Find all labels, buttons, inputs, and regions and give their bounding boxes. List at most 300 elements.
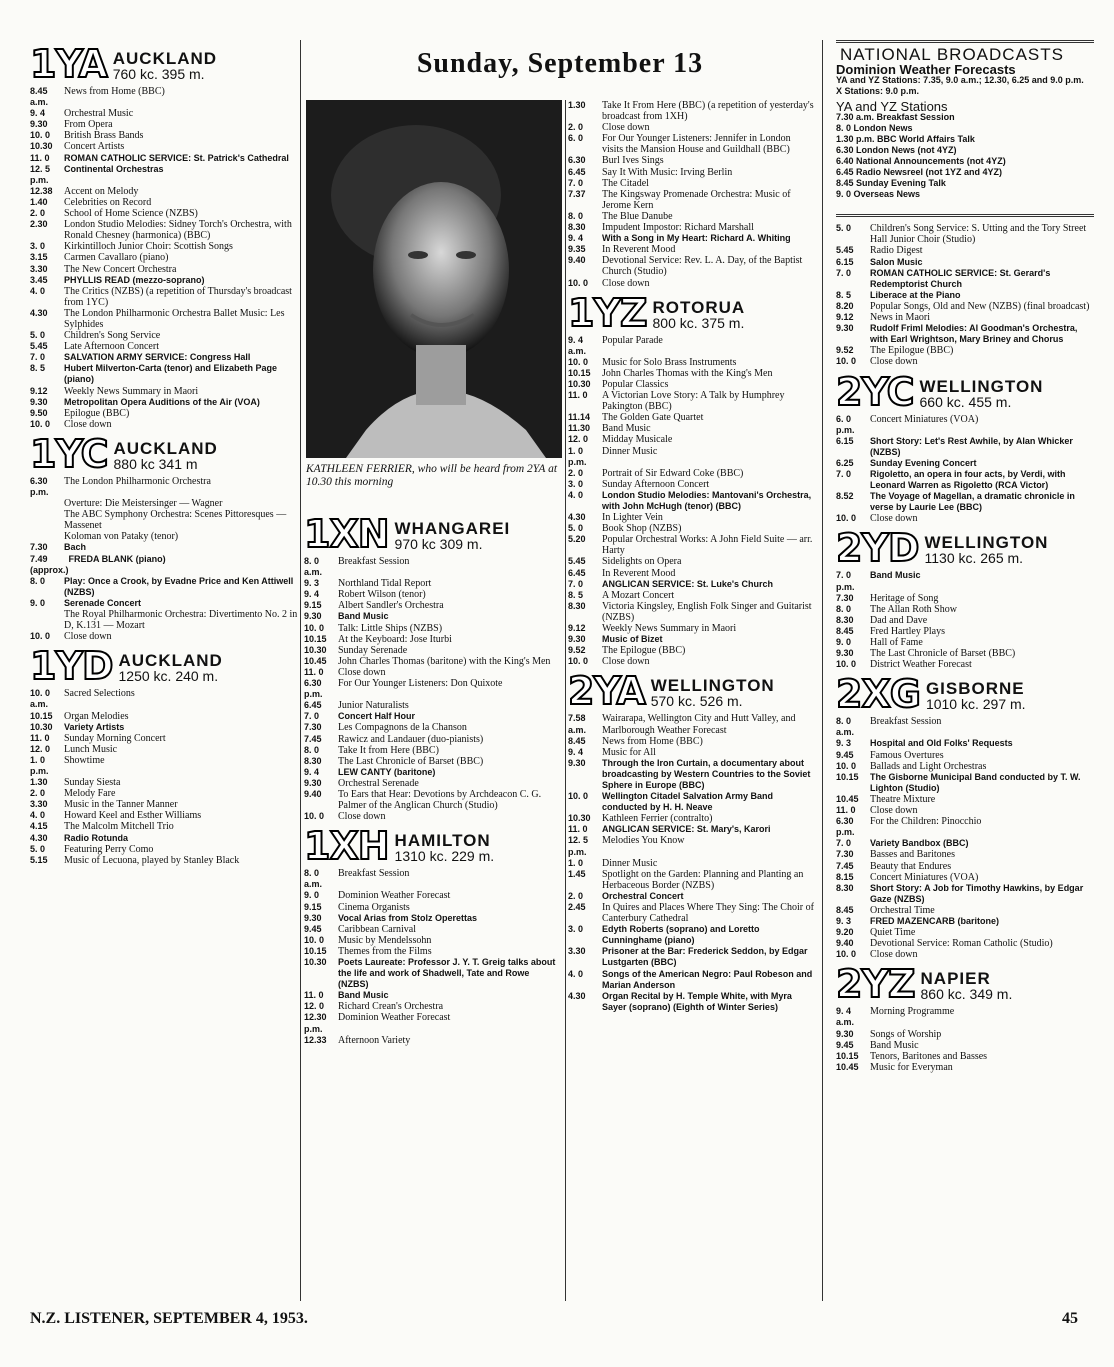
program-title: Organ Melodies (64, 710, 129, 722)
program-entry (304, 623, 562, 634)
program-time: 7.30 (836, 849, 854, 860)
program-time: 9.30 (30, 396, 48, 407)
station-call: 2YA (568, 669, 645, 714)
program-entry (568, 656, 814, 667)
program-entry (304, 789, 562, 811)
program-title: Prisoner at the Bar: Frederick Seddon, by Edgar Lustgarten (BBC) (602, 946, 808, 968)
program-title: ANGLICAN SERVICE: St. Luke's Church (602, 578, 773, 589)
program-time: 8.30 (568, 222, 586, 233)
program-time: 10. 0 (836, 760, 857, 771)
program-title: Hospital and Old Folks' Requests (870, 738, 1013, 749)
program-title: Close down (870, 805, 918, 817)
program-title: The Royal Philharmonic Orchestra: Divertimento No. 2 in D, K.131 — Mozart (64, 609, 298, 632)
program-entry (30, 119, 298, 130)
program-time: 3.45 (30, 274, 48, 285)
program-entry (304, 734, 562, 745)
program-title: London Studio Melodies: Mantovani's Orchestra, with John McHugh (tenor) (BBC) (602, 489, 812, 511)
program-entry (836, 1006, 1094, 1028)
program-title: Les Compagnons de la Chanson (338, 722, 467, 734)
program-entry (836, 772, 1094, 794)
program-title: Ballads and Light Orchestras (870, 760, 987, 772)
program-time: 8.30 (568, 600, 586, 611)
program-entry (568, 357, 814, 368)
program-time: 5. 0 (836, 223, 852, 234)
program-title: Close down (602, 277, 650, 289)
program-entry (30, 197, 298, 208)
program-title: Quiet Time (870, 927, 916, 939)
program-time: 10.45 (836, 793, 859, 804)
station-frequency: 800 kc. 375 m. (652, 314, 745, 331)
program-entry (568, 869, 814, 891)
program-entry (30, 275, 298, 286)
station-header-1yd (30, 644, 298, 689)
program-time: 9.45 (836, 749, 854, 760)
program-title: Morning Programme (870, 1006, 955, 1018)
program-title: Midday Musicale (602, 434, 673, 446)
program-entry (30, 810, 298, 821)
program-entry (568, 390, 814, 412)
program-title: The Last Chronicle of Barset (BBC) (338, 755, 484, 767)
program-title: Hubert Milverton-Carta (tenor) and Elizabeth Page (piano) (64, 363, 278, 385)
program-entry (836, 761, 1094, 772)
program-entry (30, 241, 298, 252)
program-time: 9.15 (304, 901, 322, 912)
program-title: Tenors, Baritones and Basses (870, 1050, 988, 1062)
schedule-line: X Stations: 9.0 p.m. (836, 86, 920, 97)
program-time: 9.52 (568, 645, 586, 656)
program-entry (836, 356, 1094, 367)
program-time: 9.52 (836, 345, 854, 356)
program-title: Close down (602, 656, 650, 668)
station-city: AUCKLAND (118, 651, 223, 671)
station-header-2xg (836, 672, 1094, 717)
program-time: 8. 0 a.m. (836, 716, 855, 738)
program-entry (568, 969, 814, 991)
program-title: Epilogue (BBC) (64, 407, 130, 419)
program-entry (30, 264, 298, 275)
program-entry (30, 308, 298, 330)
program-list (30, 688, 298, 866)
station-frequency: 860 kc. 349 m. (920, 986, 1013, 1003)
program-entry (568, 100, 814, 122)
program-entry (30, 855, 298, 866)
program-entry (30, 330, 298, 341)
program-entry (304, 890, 562, 901)
program-title: Robert Wilson (tenor) (338, 589, 426, 601)
program-list (568, 335, 814, 668)
station-frequency: 1130 kc. 265 m. (924, 550, 1024, 567)
program-title: Accent on Melody (64, 185, 139, 197)
program-title: The New Concert Orchestra (64, 263, 177, 275)
program-time: 5. 0 (30, 843, 46, 854)
program-title: In Quires and Places Where They Sing: The Choir of Canterbury Cathedral (602, 902, 814, 925)
program-title: Variety Bandbox (BBC) (870, 838, 969, 849)
program-title: Themes from the Films (338, 945, 432, 957)
program-time: 10. 0 (304, 934, 325, 945)
station-frequency: 760 kc. 395 m. (112, 66, 205, 82)
program-title: Cinema Organists (338, 901, 410, 913)
program-time: 11. 0 (568, 390, 588, 401)
program-title: FREDA BLANK (piano) (68, 553, 166, 564)
program-title: Dad and Dave (870, 614, 928, 626)
program-entry (304, 589, 562, 600)
program-title: John Charles Thomas (baritone) with the King's Men (338, 655, 551, 667)
program-time: 10.15 (836, 771, 859, 782)
station-header-1yc (30, 431, 298, 476)
schedule-line: 8. 0 London News (836, 123, 913, 134)
program-time: 9. 0 (30, 597, 46, 608)
program-time: 8.30 (836, 614, 854, 625)
program-time: 10.30 (30, 721, 53, 732)
program-time: 8. 0 (568, 210, 584, 221)
program-title: Devotional Service: Rev. L. A. Day, of the Baptist Church (Studio) (602, 255, 803, 278)
program-time: 8. 5 (836, 289, 852, 300)
program-time: 6. 0 (568, 133, 584, 144)
program-time: 2. 0 (30, 788, 46, 799)
program-time: 3.30 (568, 946, 586, 957)
program-entry (30, 386, 298, 397)
program-entry (568, 368, 814, 379)
program-time: 6.30 p.m. (304, 678, 323, 700)
weather-lines (836, 75, 1094, 97)
page-title: Sunday, September 13 (416, 48, 704, 79)
box-rule (836, 200, 1094, 217)
program-entry (836, 570, 1094, 592)
program-entry (836, 290, 1094, 301)
program-time: 11. 0 (304, 666, 324, 677)
program-title: The Golden Gate Quartet (602, 412, 704, 424)
program-list (836, 1006, 1094, 1073)
program-time: 4. 0 (30, 285, 46, 296)
program-entry (836, 301, 1094, 312)
program-entry (304, 600, 562, 611)
program-title: Songs of the American Negro: Paul Robeson and Marian Anderson (602, 968, 813, 990)
program-entry (30, 833, 298, 844)
program-time: 12.33 (304, 1034, 327, 1045)
program-entry (568, 556, 814, 567)
program-entry (304, 745, 562, 756)
program-title: The Voyage of Magellan, a dramatic chronicle in verse by Laurie Lee (BBC) (870, 491, 1075, 513)
program-time: 7. 0 (836, 468, 852, 479)
program-time: 5. 0 (568, 523, 584, 534)
program-entry (568, 902, 814, 924)
program-title: The Citadel (602, 177, 649, 189)
program-entry (568, 189, 814, 211)
program-time: 4.30 (30, 307, 48, 318)
program-entry (836, 257, 1094, 268)
program-entry (836, 593, 1094, 604)
station-call: 1YD (30, 644, 113, 689)
program-title: Radio Rotunda (64, 832, 128, 843)
program-title: Music of Lecuona, played by Stanley Black (64, 854, 240, 866)
program-title: FRED MAZENCARB (baritone) (870, 915, 999, 926)
program-entry (304, 1001, 562, 1012)
program-entry (836, 849, 1094, 860)
program-entry (304, 935, 562, 946)
program-title: Rudolf Friml Melodies: Al Goodman's Orchestra, with Earl Wrightson, Mary Briney and Chorus (870, 323, 1078, 345)
program-title: Talk: Little Ships (NZBS) (338, 622, 443, 634)
station-call: 1XH (304, 824, 389, 869)
program-time: 10.15 (304, 945, 327, 956)
program-time: 3. 0 (30, 241, 46, 252)
program-entry (568, 590, 814, 601)
program-time: 10.30 (304, 957, 327, 967)
program-entry (30, 609, 298, 631)
program-entry (568, 512, 814, 523)
program-entry (836, 604, 1094, 615)
program-title: Heritage of Song (870, 592, 939, 604)
program-time: 10. 0 a.m. (30, 688, 51, 710)
program-time: 9.30 (568, 634, 586, 645)
program-time: 8.20 (836, 300, 854, 311)
program-entry (836, 738, 1094, 749)
program-time: 6.30 p.m. (30, 475, 49, 497)
program-time: 1.45 (568, 868, 586, 879)
program-entry (568, 233, 814, 244)
program-entry (568, 178, 814, 189)
program-time: 10. 0 (568, 656, 589, 667)
program-time: 10.30 (30, 141, 53, 152)
station-city: WELLINGTON (650, 676, 775, 696)
program-entry (836, 883, 1094, 905)
program-title: Close down (338, 666, 386, 678)
program-entry (836, 905, 1094, 916)
program-title: Orchestral Serenade (338, 777, 419, 789)
program-title: Late Afternoon Concert (64, 341, 159, 353)
schedule-line: 6.30 London News (not 4YZ) (836, 145, 957, 156)
program-entry (836, 458, 1094, 469)
program-title: Kirkintilloch Junior Choir: Scottish Songs (64, 241, 233, 253)
program-entry (836, 1029, 1094, 1040)
program-entry (304, 913, 562, 924)
program-time: 2. 0 (568, 467, 584, 478)
program-time: 9. 0 (304, 890, 320, 901)
program-title: Edyth Roberts (soprano) and Loretto Cunninghame (piano) (602, 924, 760, 946)
program-title: Music for All (602, 746, 656, 758)
program-title: Koloman von Pataky (tenor) (64, 531, 179, 543)
program-time: 11.14 (568, 412, 591, 423)
program-entry (836, 927, 1094, 938)
program-title: Close down (870, 949, 918, 961)
program-time: 4.30 (568, 990, 586, 1001)
program-entry (30, 476, 298, 498)
program-time: 9.30 (836, 648, 854, 659)
program-title: Orchestral Music (64, 108, 134, 120)
program-title: Close down (870, 356, 918, 368)
program-entry (568, 858, 814, 869)
schedule-line: 8.45 Sunday Evening Talk (836, 178, 946, 189)
program-time (30, 509, 64, 531)
program-title: Music by Mendelssohn (338, 934, 432, 946)
program-title: Say It With Music: Irving Berlin (602, 166, 733, 178)
program-time: 7. 0 (836, 838, 852, 849)
program-entry (30, 408, 298, 419)
column-4 (836, 40, 1094, 1073)
program-entry (30, 341, 298, 352)
program-entry (568, 211, 814, 222)
program-time: 9. 4 (304, 766, 320, 777)
program-title: Songs of Worship (870, 1028, 942, 1040)
program-time: 8. 5 (568, 589, 584, 600)
program-time: 8. 0 (30, 575, 46, 586)
program-entry (836, 1051, 1094, 1062)
program-title: Orchestral Concert (602, 890, 684, 901)
program-entry (30, 419, 298, 430)
program-time: 10.45 (304, 655, 327, 666)
program-title: The Allan Roth Show (870, 603, 957, 615)
program-entry (30, 688, 298, 710)
program-title: Kathleen Ferrier (contralto) (602, 813, 713, 825)
program-time: 9. 4 a.m. (568, 334, 587, 356)
program-title: Continental Orchestras (64, 163, 164, 174)
program-entry (836, 626, 1094, 637)
program-title: Concert Artists (64, 141, 125, 153)
program-list (568, 713, 814, 1013)
program-title: Northland Tidal Report (338, 578, 432, 590)
program-entry (568, 713, 814, 735)
program-entry (30, 631, 298, 642)
program-time: 7. 0 p.m. (836, 570, 855, 592)
program-title: At the Keyboard: Jose Iturbi (338, 633, 452, 645)
program-entry (304, 957, 562, 990)
program-entry (304, 611, 562, 622)
program-title: Close down (64, 631, 112, 643)
program-entry (568, 534, 814, 556)
program-entry (304, 645, 562, 656)
program-time: 10. 0 (568, 277, 589, 288)
program-time: 9.30 (568, 757, 586, 768)
program-title: Dinner Music (602, 857, 658, 869)
program-title: The ABC Symphony Orchestra: Scenes Pittoresques — Massenet (64, 509, 287, 532)
program-title: The Epilogue (BBC) (870, 345, 954, 357)
program-entry (568, 490, 814, 512)
program-entry (568, 167, 814, 178)
program-time: 6.45 (304, 700, 322, 711)
program-title: Popular Classics (602, 378, 669, 390)
program-entry (836, 750, 1094, 761)
station-call: 1YZ (568, 290, 647, 335)
program-title: Sacred Selections (64, 688, 135, 700)
program-entry (836, 1040, 1094, 1051)
program-time: 4.30 (568, 512, 586, 523)
program-time: 8.45 (836, 625, 854, 636)
program-entry (30, 286, 298, 308)
program-title: Short Story: A Job for Timothy Hawkins, by Edgar Gaze (NZBS) (870, 882, 1084, 904)
program-entry (30, 363, 298, 385)
program-title: Devotional Service: Roman Catholic (Studio) (870, 938, 1053, 950)
program-title: Band Music (338, 990, 389, 1001)
program-title: The Epilogue (BBC) (602, 645, 686, 657)
station-city: ROTORUA (652, 297, 746, 317)
program-time: 7.30 (30, 542, 48, 553)
program-list (30, 86, 298, 430)
station-header-1yz (568, 290, 814, 335)
program-entry (568, 634, 814, 645)
schedule-line: 7.30 a.m. Breakfast Session (836, 112, 955, 123)
program-time: 9.45 (836, 1039, 854, 1050)
program-title: Take It from Here (BBC) (338, 744, 439, 756)
program-entry (836, 816, 1094, 838)
program-entry (568, 423, 814, 434)
program-time: 6. 0 p.m. (836, 413, 855, 435)
program-entry (304, 578, 562, 589)
program-time (30, 498, 64, 509)
program-time: 9.30 (304, 777, 322, 788)
program-list (836, 570, 1094, 670)
program-entry (568, 623, 814, 634)
station-header-1xn (304, 512, 562, 556)
program-title: British Brass Bands (64, 130, 144, 142)
program-entry (836, 513, 1094, 524)
program-title: Metropolitan Opera Auditions of the Air (VOA) (64, 396, 260, 407)
program-list (836, 223, 1094, 367)
program-time: 12. 0 (568, 434, 589, 445)
schedule-line: 1.30 p.m. BBC World Affairs Talk (836, 134, 975, 145)
program-time: 8.45 a.m. (30, 86, 49, 108)
program-time: 9.40 (568, 255, 586, 266)
program-time: 9.30 (304, 912, 322, 923)
station-header-1ya (30, 42, 298, 86)
program-time: 8.30 (836, 882, 854, 893)
program-entry (30, 252, 298, 263)
program-title: Carmen Cavallaro (piano) (64, 252, 169, 264)
program-title: Close down (64, 418, 112, 430)
program-title: Burl Ives Sings (602, 155, 664, 167)
program-time: 12. 0 (304, 1001, 325, 1012)
program-time: 8. 0 (304, 744, 320, 755)
program-title: The Gisborne Municipal Band conducted by T. W. Lighton (Studio) (870, 771, 1081, 793)
program-title: Featuring Perry Como (64, 843, 154, 855)
program-time: 10. 0 (30, 418, 51, 429)
program-title: Vocal Arias from Stolz Operettas (338, 912, 478, 923)
program-entry (304, 667, 562, 678)
program-time: 7.45 (304, 733, 322, 744)
program-time: 7. 0 (30, 352, 46, 363)
program-time: 9.20 (836, 927, 854, 938)
program-entry (836, 491, 1094, 513)
program-title: Radio Digest (870, 245, 923, 257)
program-time: 11. 0 (304, 990, 324, 1001)
photo-caption: KATHLEEN FERRIER, who will be heard from 2YA at 10.30 this morning (306, 463, 558, 488)
program-time: 11. 0 (568, 824, 588, 835)
program-title: Wellington Citadel Salvation Army Band conducted by H. H. Neave (602, 791, 774, 813)
program-title: News from Home (BBC) (64, 86, 165, 97)
program-title: Music for Solo Brass Instruments (602, 356, 737, 368)
program-entry (836, 223, 1094, 245)
station-city: GISBORNE (925, 679, 1025, 699)
program-entry (304, 1012, 562, 1034)
program-title: Richard Crean's Orchestra (338, 1001, 444, 1013)
program-time: 5.20 (568, 534, 586, 545)
program-time: 9. 3 (304, 578, 320, 589)
program-time: 9. 3 (836, 738, 852, 749)
program-entry (568, 244, 814, 255)
program-entry (304, 711, 562, 722)
program-entry (30, 352, 298, 363)
weather-title: Dominion Weather Forecasts (836, 62, 1016, 78)
program-time: 10.45 (836, 1061, 859, 1072)
program-entry (836, 861, 1094, 872)
program-time: 10. 0 (836, 513, 857, 524)
ya-title: YA and YZ Stations (836, 99, 948, 115)
program-entry (30, 186, 298, 197)
program-entry (304, 1035, 562, 1046)
program-entry (30, 844, 298, 855)
program-title: Popular Songs, Old and New (NZBS) (final broadcast) (870, 300, 1090, 312)
program-title: Howard Keel and Esther Williams (64, 810, 202, 822)
program-title: Famous Overtures (870, 749, 944, 761)
program-entry (304, 778, 562, 789)
